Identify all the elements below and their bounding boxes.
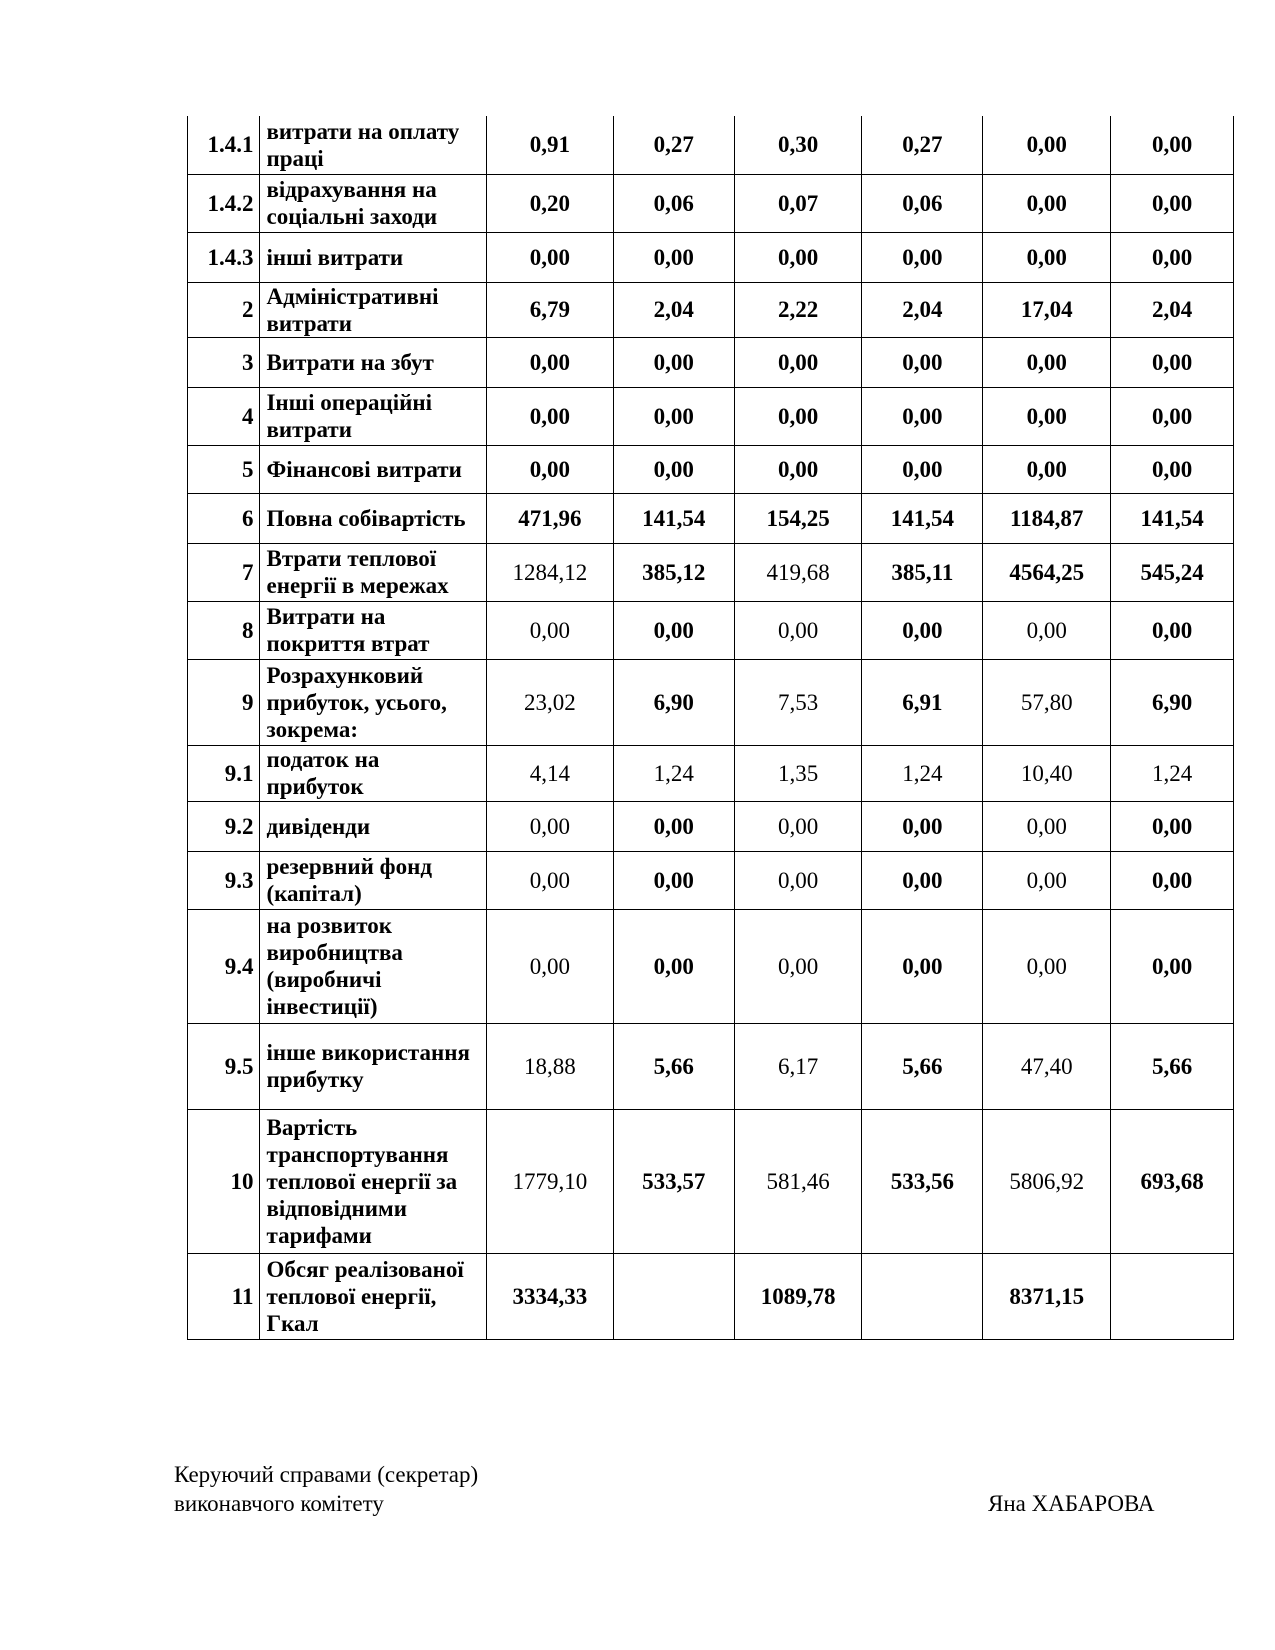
row-number: 9.3 [188,851,260,909]
value-cell: 0,00 [487,232,614,282]
table-row [188,337,1234,387]
value-cell: 18,88 [487,1023,614,1109]
value-cell: 0,00 [1111,116,1234,174]
row-number: 9.1 [188,745,260,801]
value-cell: 0,00 [862,387,983,445]
table-row [188,909,1234,1023]
value-cell: 0,00 [613,851,734,909]
value-cell: 0,30 [734,116,862,174]
value-cell [613,1253,734,1339]
table-row [188,493,1234,543]
row-label: резервний фонд (капітал) [260,851,487,909]
value-cell: 0,00 [862,445,983,493]
value-cell: 0,00 [862,801,983,851]
value-cell: 17,04 [983,282,1111,337]
row-number: 1.4.1 [188,116,260,174]
value-cell: 0,00 [734,851,862,909]
value-cell: 141,54 [1111,493,1234,543]
value-cell: 0,00 [734,232,862,282]
value-cell: 0,00 [613,909,734,1023]
row-number: 1.4.2 [188,174,260,232]
value-cell: 2,04 [862,282,983,337]
row-number: 9.2 [188,801,260,851]
row-number: 8 [188,601,260,659]
row-label: Втрати теплової енергії в мережах [260,543,487,601]
row-label: Розрахунковий прибуток, усього, зокрема: [260,659,487,745]
value-cell [862,1253,983,1339]
row-label: дивіденди [260,801,487,851]
row-label: Вартість транспортування теплової енергії за відповідними тарифами [260,1109,487,1253]
row-number: 9 [188,659,260,745]
value-cell: 0,00 [487,851,614,909]
row-label: відрахування на соціальні заходи [260,174,487,232]
table-row [188,282,1234,337]
value-cell: 6,90 [1111,659,1234,745]
value-cell: 0,00 [487,909,614,1023]
table-row [188,801,1234,851]
table-row [188,116,1234,174]
row-number: 6 [188,493,260,543]
row-label: Обсяг реалізованої теплової енергії, Гкал [260,1253,487,1339]
table-row [188,1109,1234,1253]
row-label: інше використання прибутку [260,1023,487,1109]
table-row [188,387,1234,445]
row-number: 4 [188,387,260,445]
value-cell: 0,00 [487,801,614,851]
value-cell: 1,35 [734,745,862,801]
value-cell: 2,22 [734,282,862,337]
value-cell: 0,00 [1111,851,1234,909]
value-cell: 0,00 [487,445,614,493]
row-number: 7 [188,543,260,601]
value-cell: 0,00 [983,851,1111,909]
value-cell: 0,00 [613,337,734,387]
value-cell: 1779,10 [487,1109,614,1253]
value-cell: 3334,33 [487,1253,614,1339]
row-number: 10 [188,1109,260,1253]
value-cell: 0,00 [487,601,614,659]
value-cell: 0,00 [862,601,983,659]
value-cell: 0,00 [734,909,862,1023]
value-cell: 5,66 [613,1023,734,1109]
value-cell: 4564,25 [983,543,1111,601]
value-cell: 0,00 [983,445,1111,493]
value-cell: 0,20 [487,174,614,232]
value-cell: 6,90 [613,659,734,745]
value-cell: 6,79 [487,282,614,337]
value-cell: 533,56 [862,1109,983,1253]
value-cell: 6,91 [862,659,983,745]
value-cell: 581,46 [734,1109,862,1253]
value-cell: 0,00 [487,387,614,445]
value-cell: 545,24 [1111,543,1234,601]
value-cell: 0,00 [734,601,862,659]
value-cell: 0,00 [983,909,1111,1023]
row-label: Витрати на покриття втрат [260,601,487,659]
value-cell: 385,12 [613,543,734,601]
table-row [188,543,1234,601]
value-cell: 57,80 [983,659,1111,745]
value-cell: 0,00 [1111,337,1234,387]
table-row [188,601,1234,659]
value-cell: 471,96 [487,493,614,543]
value-cell: 0,00 [983,337,1111,387]
value-cell: 1,24 [1111,745,1234,801]
value-cell: 0,00 [1111,174,1234,232]
value-cell: 0,91 [487,116,614,174]
value-cell: 0,00 [734,337,862,387]
table-row [188,659,1234,745]
value-cell: 0,00 [734,387,862,445]
value-cell: 0,00 [734,801,862,851]
value-cell: 1089,78 [734,1253,862,1339]
value-cell: 4,14 [487,745,614,801]
value-cell: 5,66 [1111,1023,1234,1109]
row-label: Повна собівартість [260,493,487,543]
row-number: 3 [188,337,260,387]
value-cell: 1184,87 [983,493,1111,543]
value-cell: 47,40 [983,1023,1111,1109]
value-cell: 5806,92 [983,1109,1111,1253]
value-cell: 533,57 [613,1109,734,1253]
value-cell: 0,00 [983,801,1111,851]
value-cell: 0,00 [613,232,734,282]
value-cell: 6,17 [734,1023,862,1109]
value-cell: 0,00 [983,232,1111,282]
row-number: 5 [188,445,260,493]
value-cell: 23,02 [487,659,614,745]
row-number: 11 [188,1253,260,1339]
value-cell: 0,00 [983,601,1111,659]
value-cell: 0,00 [862,337,983,387]
row-label: податок на прибуток [260,745,487,801]
value-cell: 0,06 [862,174,983,232]
row-label: витрати на оплату праці [260,116,487,174]
table-row [188,232,1234,282]
value-cell: 0,27 [613,116,734,174]
value-cell: 0,00 [983,174,1111,232]
value-cell: 0,00 [1111,909,1234,1023]
value-cell: 385,11 [862,543,983,601]
value-cell: 5,66 [862,1023,983,1109]
row-label: Адміністративні витрати [260,282,487,337]
value-cell: 1284,12 [487,543,614,601]
value-cell: 0,00 [613,445,734,493]
value-cell: 0,00 [734,445,862,493]
table-row [188,745,1234,801]
table-row [188,1253,1234,1339]
row-label: інші витрати [260,232,487,282]
value-cell: 0,07 [734,174,862,232]
row-label: Інші операційні витрати [260,387,487,445]
value-cell: 2,04 [613,282,734,337]
value-cell: 0,00 [1111,601,1234,659]
value-cell: 154,25 [734,493,862,543]
value-cell: 0,00 [613,387,734,445]
value-cell: 0,27 [862,116,983,174]
value-cell: 0,00 [1111,801,1234,851]
value-cell: 0,00 [613,601,734,659]
value-cell: 0,00 [983,387,1111,445]
value-cell: 1,24 [862,745,983,801]
value-cell [1111,1253,1234,1339]
value-cell: 0,00 [1111,387,1234,445]
row-label: на розвиток виробництва (виробничі інвестиції) [260,909,487,1023]
row-number: 1.4.3 [188,232,260,282]
value-cell: 10,40 [983,745,1111,801]
value-cell: 0,00 [1111,232,1234,282]
row-number: 9.4 [188,909,260,1023]
value-cell: 0,00 [983,116,1111,174]
value-cell: 7,53 [734,659,862,745]
value-cell: 0,00 [862,909,983,1023]
table-row [188,445,1234,493]
value-cell: 0,00 [487,337,614,387]
value-cell: 0,06 [613,174,734,232]
row-number: 2 [188,282,260,337]
cost-structure-table [187,116,1234,1340]
value-cell: 0,00 [1111,445,1234,493]
value-cell: 1,24 [613,745,734,801]
value-cell: 0,00 [862,851,983,909]
value-cell: 419,68 [734,543,862,601]
value-cell: 141,54 [613,493,734,543]
value-cell: 2,04 [1111,282,1234,337]
row-number: 9.5 [188,1023,260,1109]
value-cell: 141,54 [862,493,983,543]
table-row [188,1023,1234,1109]
table-row [188,851,1234,909]
value-cell: 0,00 [862,232,983,282]
value-cell: 8371,15 [983,1253,1111,1339]
value-cell: 693,68 [1111,1109,1234,1253]
signature-position-line2: виконавчого комітету [174,1491,384,1516]
row-label: Витрати на збут [260,337,487,387]
table-row [188,174,1234,232]
value-cell: 0,00 [613,801,734,851]
signature-position-line1: Керуючий справами (секретар) [174,1462,479,1487]
row-label: Фінансові витрати [260,445,487,493]
signature-name: Яна ХАБАРОВА [988,1491,1155,1516]
